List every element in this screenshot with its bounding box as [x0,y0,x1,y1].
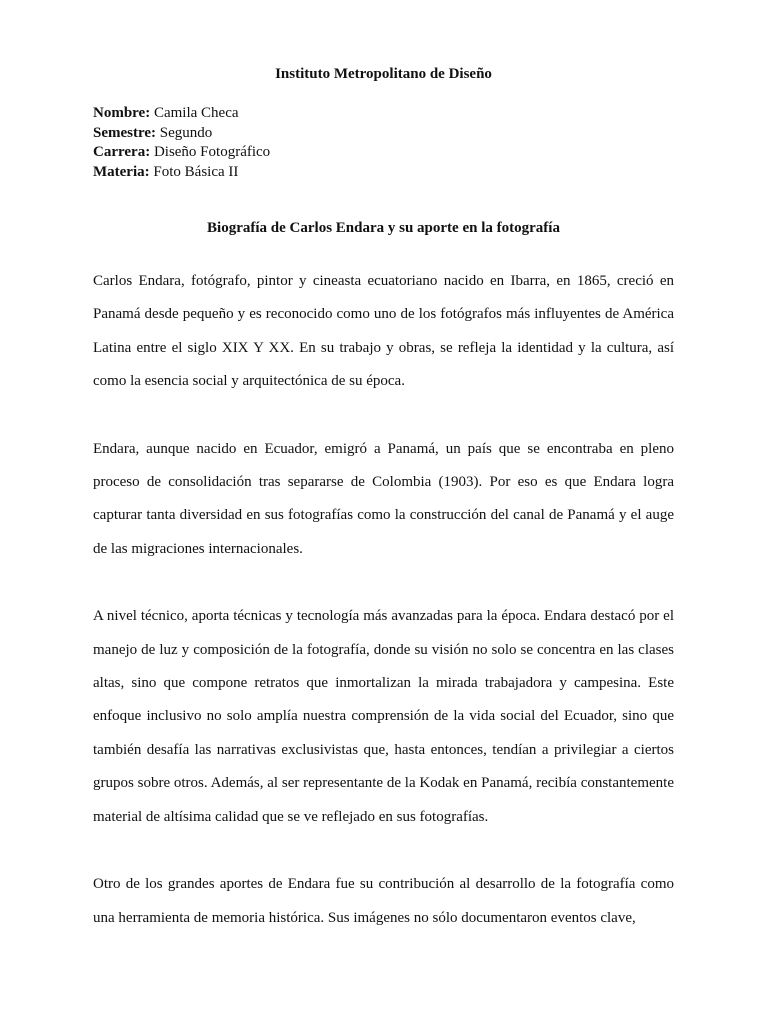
paragraph-1: Carlos Endara, fotógrafo, pintor y cineasta ecuatoriano nacido en Ibarra, en 1865, creció en Panamá desde pequeño y es reconocido como uno de los fotógrafos más influyentes de América Latina entre el siglo XIX Y XX. En su trabajo y obras, se refleja la identidad y la cultura, así como la esencia social y arquitectónica de su época. [93,273,674,390]
document-page [93,64,674,935]
carrera-label: Carrera: [93,144,151,160]
nombre-row [93,104,674,124]
document-title: Biografía de Carlos Endara y su aporte en la fotografía [207,220,560,236]
document-body [93,265,674,935]
semestre-label: Semestre: [93,124,157,141]
materia-label: Materia: [93,163,150,180]
nombre-value: Camila Checa [153,105,239,121]
materia-row [93,163,674,183]
paragraph-3: A nivel técnico, aporta técnicas y tecnología más avanzadas para la época. Endara destacó por el manejo de luz y composición de la fotografía, donde su visión no solo se concentra en las clases altas, sino que compone retratos que inmortalizan la mirada trabajadora y campesina. Este enfoque inclusivo no solo amplía nuestra comprensión de la vida social del Ecuador, sino que también desafía las narrativas exclusivistas que, hasta entonces, tendían a privilegiar a ciertos grupos sobre otros. Además, al ser representante de la Kodak en Panamá, recibía constantemente material de altísima calidad que se ve reflejado en sus fotografías. [93,608,674,825]
carrera-value: Diseño Fotográfico [153,144,271,160]
paragraph-4: Otro de los grandes aportes de Endara fue su contribución al desarrollo de la fotografía como una herramienta de memoria histórica. Sus imágenes no sólo documentaron eventos clave, [93,876,674,926]
materia-value: Foto Básica II [153,163,239,180]
institution-heading: Instituto Metropolitano de Diseño [275,66,492,82]
semestre-row [93,124,674,144]
semestre-value: Segundo [159,124,213,141]
nombre-label: Nombre: [93,105,151,121]
paragraph-2: Endara, aunque nacido en Ecuador, emigró a Panamá, un país que se encontraba en pleno proceso de consolidación tras separarse de Colombia (1903). Por eso es que Endara logra capturar tanta diversidad en sus fotografías como la construcción del canal de Panamá y el auge de las migraciones internacionales. [93,440,674,557]
carrera-row [93,143,674,163]
student-info [93,104,674,182]
